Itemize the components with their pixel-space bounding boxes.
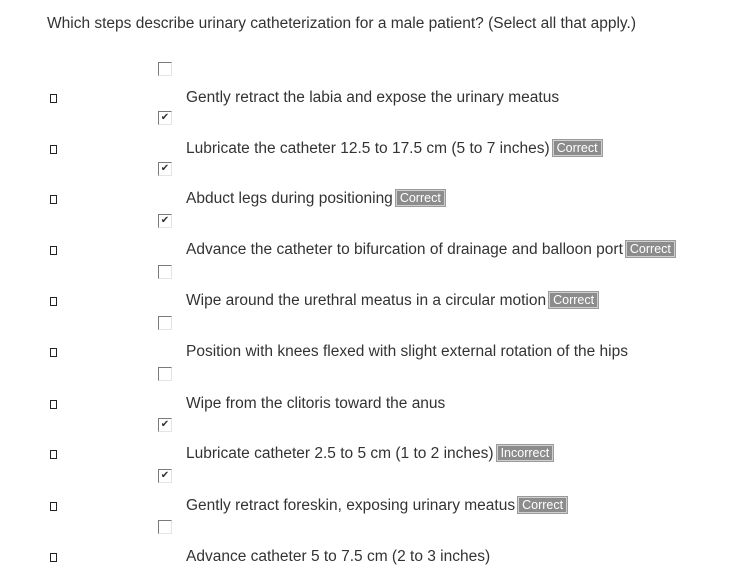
row-marker [50,145,57,154]
option-checkbox[interactable] [158,214,172,228]
option-checkbox[interactable] [158,162,172,176]
option-text: Wipe from the clitoris toward the anus [186,395,446,412]
option-text: Gently retract foreskin, exposing urinary meatus [186,497,516,514]
option-text: Position with knees flexed with slight external rotation of the hips [186,343,628,360]
feedback-badge: Correct [396,190,445,206]
option-label [186,292,598,310]
option-text: Lubricate the catheter 12.5 to 17.5 cm (5 to 7 inches) [186,140,550,157]
feedback-badge: Correct [549,292,598,308]
option-text: Abduct legs during positioning [186,190,393,207]
question-text: Which steps describe urinary catheterization for a male patient? (Select all that apply.) [47,15,636,32]
row-marker [50,502,57,511]
option-text: Advance the catheter to bifurcation of drainage and balloon port [186,241,623,258]
option-label [186,89,559,107]
option-text: Advance catheter 5 to 7.5 cm (2 to 3 inches) [186,548,491,565]
option-row [0,321,739,372]
option-label [186,343,628,361]
row-marker [50,450,57,459]
feedback-badge: Correct [626,241,675,257]
option-label [186,445,553,463]
option-checkbox[interactable] [158,265,172,279]
option-checkbox[interactable] [158,367,172,381]
row-marker [50,348,57,357]
option-row [0,270,739,321]
option-row [0,423,739,474]
option-label [186,140,602,158]
option-checkbox[interactable] [158,520,172,534]
option-label [186,395,445,413]
option-row [0,525,739,576]
option-checkbox[interactable] [158,111,172,125]
option-row [0,219,739,270]
row-marker [50,195,57,204]
option-label [186,241,675,259]
option-checkbox[interactable] [158,62,172,76]
option-row [0,66,739,117]
option-label [186,497,567,515]
option-row [0,372,739,423]
row-marker [50,553,57,562]
row-marker [50,400,57,409]
feedback-badge: Correct [518,497,567,513]
option-row [0,474,739,525]
option-label [186,190,445,208]
option-text: Lubricate catheter 2.5 to 5 cm (1 to 2 inches) [186,445,494,462]
option-checkbox[interactable] [158,316,172,330]
option-row [0,168,739,219]
option-row [0,117,739,168]
row-marker [50,246,57,255]
row-marker [50,297,57,306]
feedback-badge: Correct [553,140,602,156]
option-text: Wipe around the urethral meatus in a circular motion [186,292,547,309]
option-checkbox[interactable] [158,418,172,432]
option-label [186,548,490,566]
option-checkbox[interactable] [158,469,172,483]
option-text: Gently retract the labia and expose the urinary meatus [186,89,560,106]
row-marker [50,94,57,103]
feedback-badge: Incorrect [497,445,554,461]
